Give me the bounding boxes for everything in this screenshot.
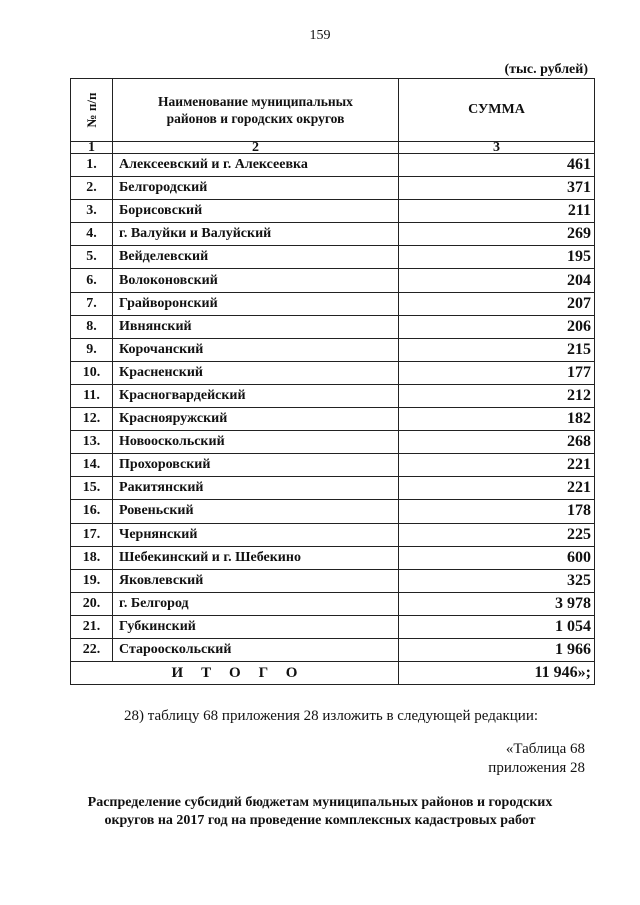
row-number: 22.	[71, 638, 113, 661]
row-sum: 177	[398, 361, 594, 384]
table-reference-line1: «Таблица 68	[505, 741, 585, 757]
row-name: Волоконовский	[113, 269, 399, 292]
row-sum: 3 978	[398, 592, 594, 615]
row-name: Яковлевский	[113, 569, 399, 592]
row-name: Корочанский	[113, 338, 399, 361]
table-row	[71, 523, 595, 546]
table-row	[71, 454, 595, 477]
header-name-cell	[113, 79, 399, 142]
row-number: 11.	[71, 384, 113, 407]
row-number: 6.	[71, 269, 113, 292]
row-number: 2.	[71, 177, 113, 200]
row-sum: 1 966	[398, 638, 594, 661]
total-value: 11 946»;	[398, 662, 594, 685]
row-number: 14.	[71, 454, 113, 477]
row-sum: 211	[398, 200, 594, 223]
row-sum: 325	[398, 569, 594, 592]
row-number: 15.	[71, 477, 113, 500]
row-number: 12.	[71, 408, 113, 431]
amendment-paragraph: 28) таблицу 68 приложения 28 изложить в следующей редакции:	[123, 708, 539, 724]
row-name: г. Белгород	[113, 592, 399, 615]
table-row	[71, 477, 595, 500]
row-sum: 600	[398, 546, 594, 569]
row-number: 9.	[71, 338, 113, 361]
page-number: 159	[309, 28, 331, 43]
table-reference	[488, 740, 585, 778]
row-sum: 182	[398, 408, 594, 431]
table-row	[71, 338, 595, 361]
row-name: Грайворонский	[113, 292, 399, 315]
table-row	[71, 431, 595, 454]
row-sum: 195	[398, 246, 594, 269]
row-number: 20.	[71, 592, 113, 615]
total-row	[71, 662, 595, 685]
table-row	[71, 223, 595, 246]
row-name: Борисовский	[113, 200, 399, 223]
row-name: Красненский	[113, 361, 399, 384]
section-title-line1: Распределение субсидий бюджетам муниципальных районов и городских	[87, 795, 553, 810]
row-name: Ровеньский	[113, 500, 399, 523]
row-number: 1.	[71, 154, 113, 177]
table-row	[71, 361, 595, 384]
table-row	[71, 592, 595, 615]
row-sum: 268	[398, 431, 594, 454]
row-name: Шебекинский и г. Шебекино	[113, 546, 399, 569]
table-row	[71, 200, 595, 223]
table-row	[71, 269, 595, 292]
table-row	[71, 500, 595, 523]
row-sum: 221	[398, 477, 594, 500]
table-row	[71, 569, 595, 592]
row-number: 4.	[71, 223, 113, 246]
table-row	[71, 315, 595, 338]
header-name-line2: районов и городских округов	[166, 111, 345, 126]
row-name: Новооскольский	[113, 431, 399, 454]
row-sum: 207	[398, 292, 594, 315]
row-name: Прохоровский	[113, 454, 399, 477]
row-name: Красногвардейский	[113, 384, 399, 407]
table-row	[71, 246, 595, 269]
row-number: 7.	[71, 292, 113, 315]
row-name: Губкинский	[113, 615, 399, 638]
row-number: 16.	[71, 500, 113, 523]
unit-label: (тыс. рублей)	[504, 62, 588, 77]
row-sum: 371	[398, 177, 594, 200]
row-sum: 225	[398, 523, 594, 546]
table-row	[71, 384, 595, 407]
row-number: 18.	[71, 546, 113, 569]
total-label: ИТОГО	[71, 662, 399, 685]
section-title-line2: округов на 2017 год на проведение комплексных кадастровых работ	[104, 813, 536, 828]
row-number: 17.	[71, 523, 113, 546]
table-row	[71, 615, 595, 638]
header-number-cell	[71, 79, 113, 142]
table-header-row	[71, 79, 595, 142]
table-row	[71, 154, 595, 177]
row-name: Ракитянский	[113, 477, 399, 500]
table-row	[71, 177, 595, 200]
row-number: 5.	[71, 246, 113, 269]
table-reference-line2: приложения 28	[488, 760, 585, 776]
table-row	[71, 292, 595, 315]
column-number-row	[71, 142, 595, 154]
row-number: 10.	[71, 361, 113, 384]
row-number: 3.	[71, 200, 113, 223]
row-sum: 215	[398, 338, 594, 361]
row-sum: 221	[398, 454, 594, 477]
table-body	[71, 154, 595, 662]
header-sum: СУММА	[398, 79, 594, 142]
row-sum: 461	[398, 154, 594, 177]
row-sum: 206	[398, 315, 594, 338]
row-sum: 178	[398, 500, 594, 523]
row-number: 21.	[71, 615, 113, 638]
table-row	[71, 546, 595, 569]
row-name: Ивнянский	[113, 315, 399, 338]
row-name: Алексеевский и г. Алексеевка	[113, 154, 399, 177]
subsidy-table	[70, 78, 595, 685]
column-number: 1	[71, 142, 113, 154]
row-name: Вейделевский	[113, 246, 399, 269]
row-sum: 1 054	[398, 615, 594, 638]
row-name: г. Валуйки и Валуйский	[113, 223, 399, 246]
row-name: Краснояружский	[113, 408, 399, 431]
row-sum: 212	[398, 384, 594, 407]
row-number: 13.	[71, 431, 113, 454]
row-sum: 269	[398, 223, 594, 246]
row-name: Белгородский	[113, 177, 399, 200]
table-row	[71, 408, 595, 431]
row-number: 8.	[71, 315, 113, 338]
header-name-line1: Наименование муниципальных	[158, 94, 353, 109]
column-number: 2	[113, 142, 399, 154]
row-name: Чернянский	[113, 523, 399, 546]
section-title	[0, 794, 640, 830]
row-number: 19.	[71, 569, 113, 592]
row-sum: 204	[398, 269, 594, 292]
column-number: 3	[398, 142, 594, 154]
row-name: Старооскольский	[113, 638, 399, 661]
table-row	[71, 638, 595, 661]
header-number: № п/п	[83, 92, 99, 128]
